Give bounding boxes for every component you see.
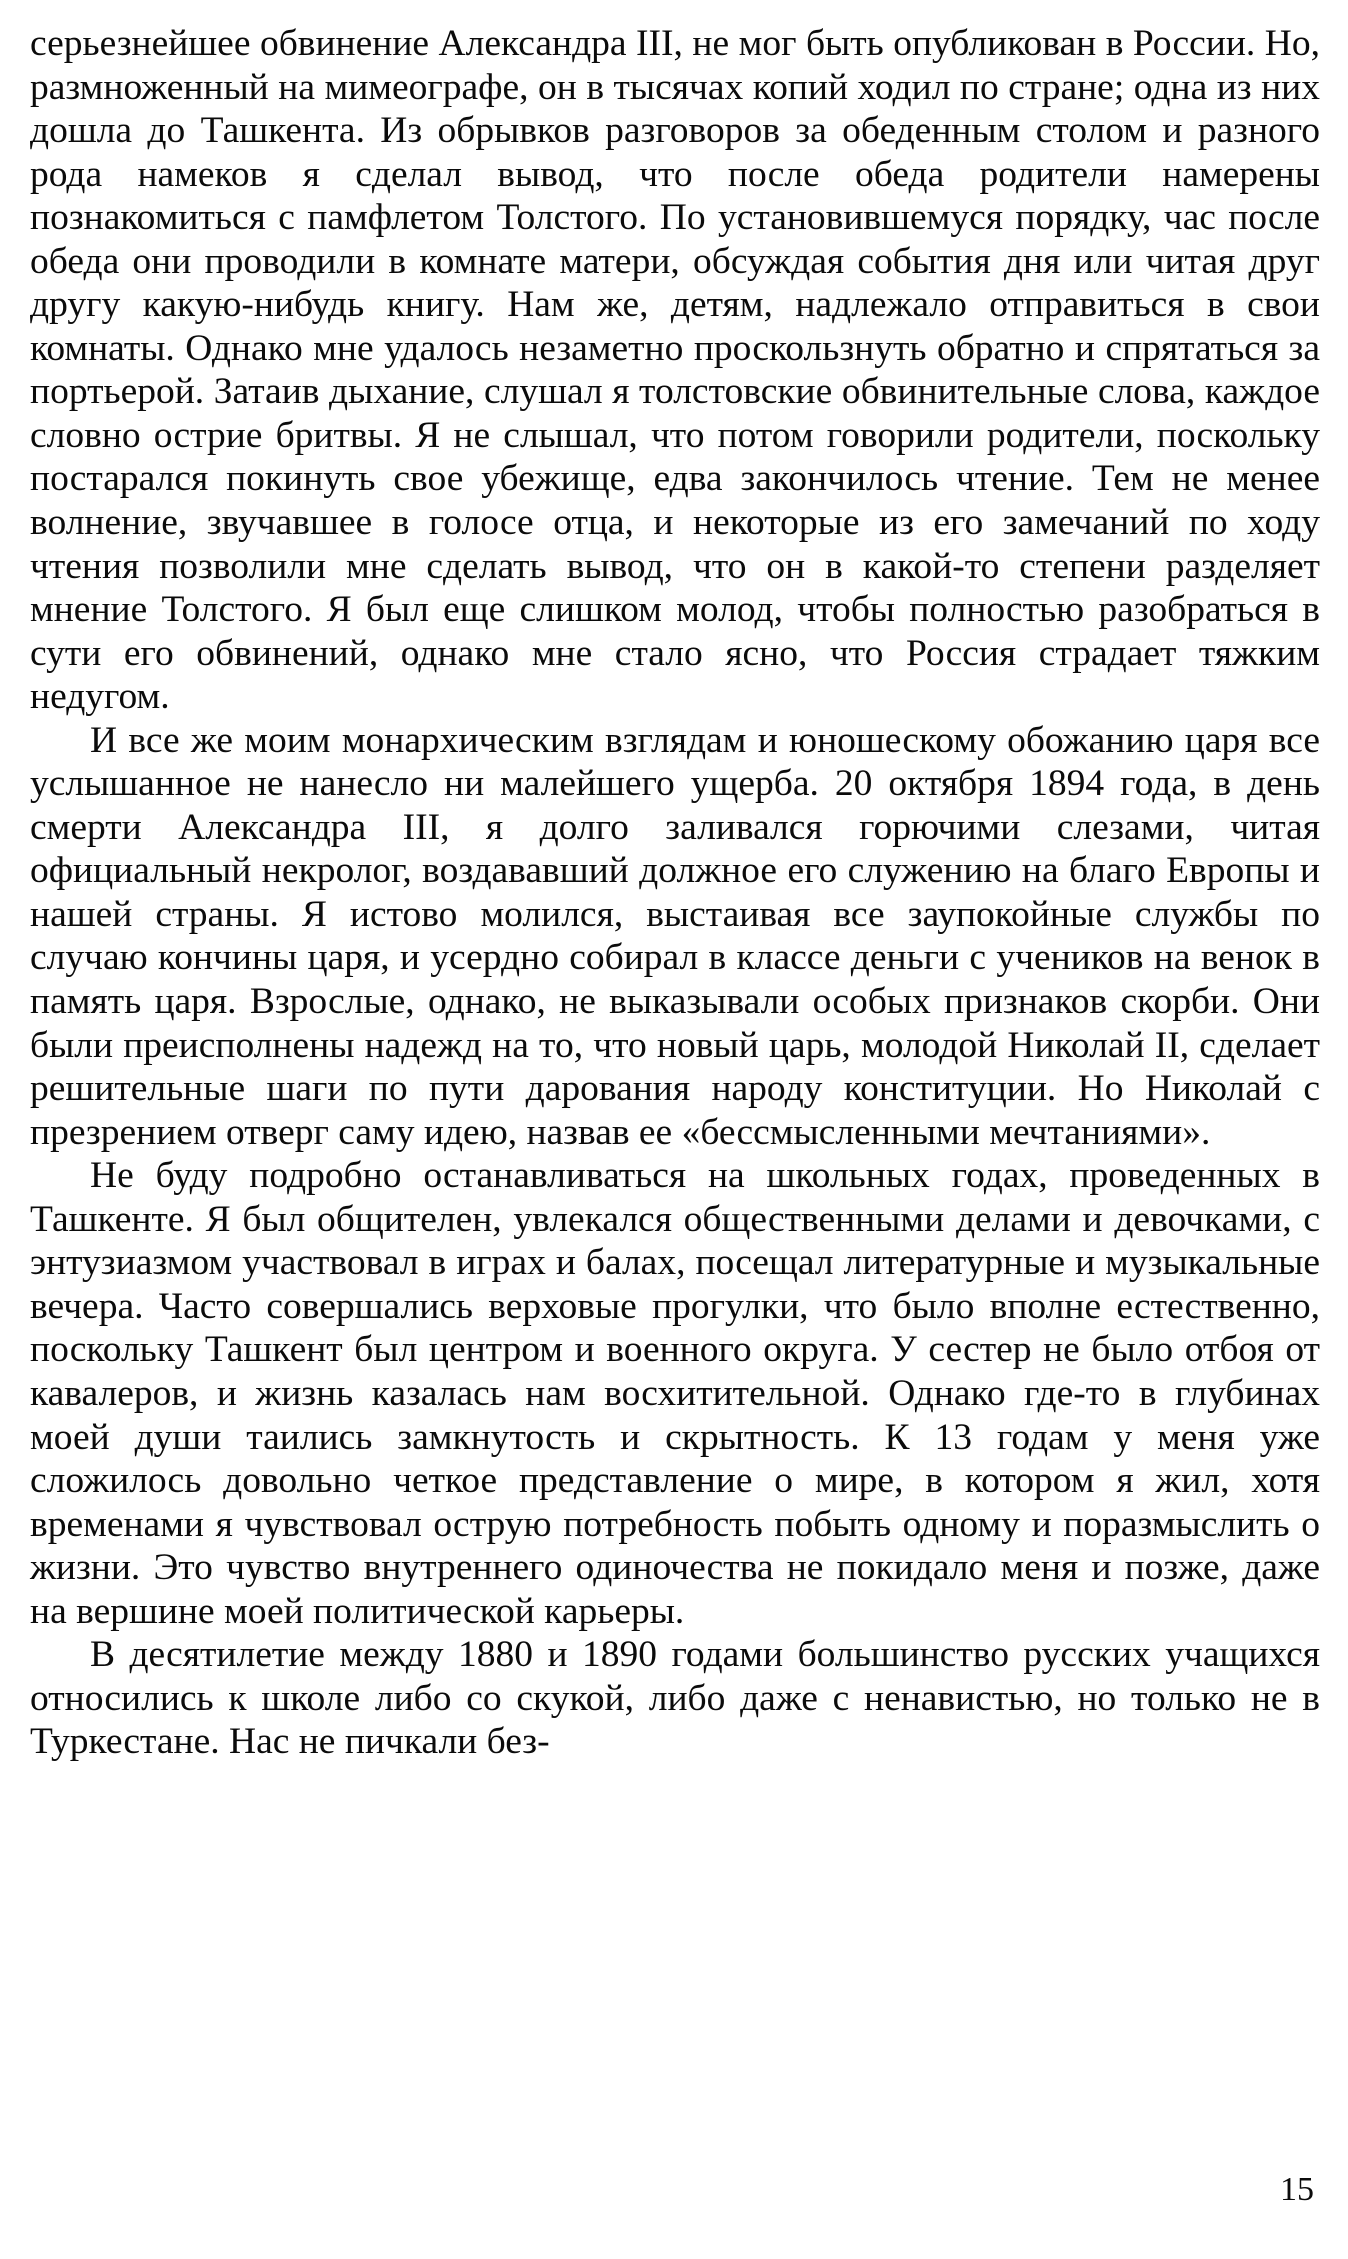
paragraph: И все же моим монархическим взглядам и юношескому обожанию царя все услышанное не нанесло ни малейшего ущерба. 20 октября 1894 года, в день смерти Александра III, я долго заливался горючими слезами, читая официальный некролог, воздававший должное его служению на благо Европы и нашей страны. Я истово молился, выстаивая все заупокойные службы по случаю кончины царя, и усердно собирал в классе деньги с учеников на венок в память царя. Взрослые, однако, не выказывали особых признаков скорби. Они были преисполнены надежд на то, что новый царь, молодой Николай II, сделает решительные шаги по пути дарования народу конституции. Но Николай с презрением отверг саму идею, назвав ее «бессмысленными мечтаниями». [30, 719, 1320, 1153]
paragraph-continuation: серьезнейшее обвинение Александра III, не мог быть опубликован в России. Но, размноженный на мимеографе, он в тысячах копий ходил по стране; одна из них дошла до Ташкента. Из обрывков разговоров за обеденным столом и разного рода намеков я сделал вывод, что после обеда родители намерены познакомиться с памфлетом Толстого. По установившемуся порядку, час после обеда они проводили в комнате матери, обсуждая события дня или читая друг другу какую-нибудь книгу. Нам же, детям, надлежало отправиться в свои комнаты. Однако мне удалось незаметно проскользнуть обратно и спрятаться за портьерой. Затаив дыхание, слушал я толстовские обвинительные слова, каждое словно острие бритвы. Я не слышал, что потом говорили родители, поскольку постарался покинуть свое убежище, едва закончилось чтение. Тем не менее волнение, звучавшее в голосе отца, и некоторые из его замечаний по ходу чтения позволили мне сделать вывод, что он в какой-то степени разделяет мнение Толстого. Я был еще слишком молод, чтобы полностью разобраться в сути его обвинений, однако мне стало ясно, что Россия страдает тяжким недугом. [30, 23, 1320, 718]
page-number: 15 [1280, 2171, 1314, 2208]
paragraph: В десятилетие между 1880 и 1890 годами большинство русских учащихся относились к школе либо со скукой, либо даже с ненавистью, но только не в Туркестане. Нас не пичкали без- [30, 1634, 1320, 1763]
paragraph: Не буду подробно останавливаться на школьных годах, проведенных в Ташкенте. Я был общителен, увлекался общественными делами и девочками, с энтузиазмом участвовал в играх и балах, посещал литературные и музыкальные вечера. Часто совершались верховые прогулки, что было вполне естественно, поскольку Ташкент был центром и военного округа. У сестер не было отбоя от кавалеров, и жизнь казалась нам восхитительной. Однако где-то в глубинах моей души таились замкнутость и скрытность. К 13 годам у меня уже сложилось довольно четкое представление о мире, в котором я жил, хотя временами я чувствовал острую потребность побыть одному и поразмыслить о жизни. Это чувство внутреннего одиночества не покидало меня и позже, даже на вершине моей политической карьеры. [30, 1155, 1320, 1632]
body-text [30, 22, 1320, 1764]
